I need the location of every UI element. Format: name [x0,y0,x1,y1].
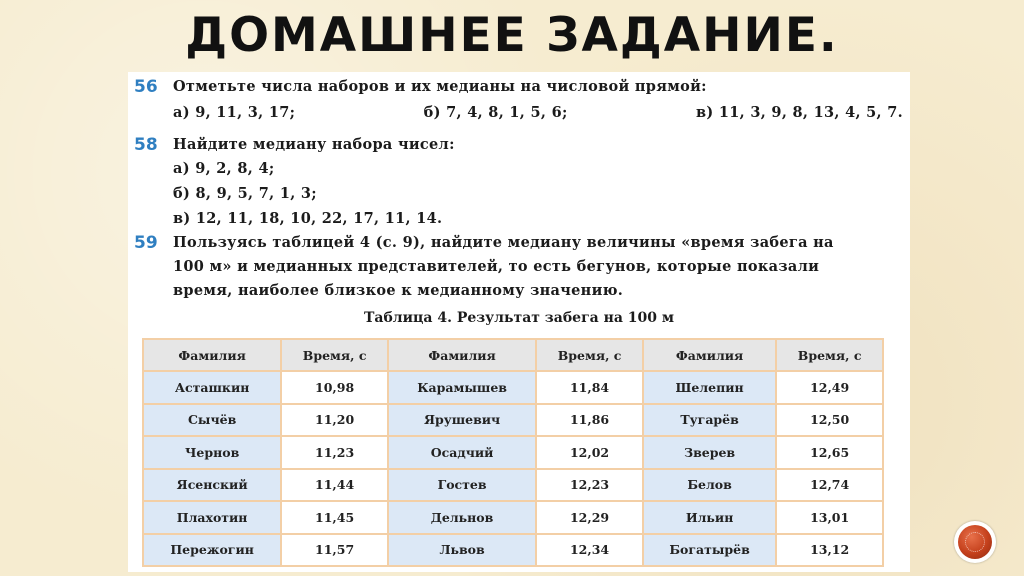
table-row [144,405,882,436]
runner-time: 12,50 [777,405,882,436]
table-row [144,470,882,501]
runner-name: Зверев [644,437,775,468]
column-header: Фамилия [389,340,535,370]
runner-time: 11,84 [537,372,642,403]
runner-name: Карамышев [389,372,535,403]
runner-time: 10,98 [282,372,387,403]
column-header: Время, с [777,340,882,370]
task-part: в) 11, 3, 9, 8, 13, 4, 5, 7. [695,104,903,121]
play-button-face [958,525,992,559]
column-header: Время, с [537,340,642,370]
runner-name: Асташкин [144,372,280,403]
task-part: а) 9, 2, 8, 4; [173,160,275,177]
table-row [144,535,882,566]
runner-name: Ильин [644,502,775,533]
results-table [142,338,884,567]
runner-name: Пережогин [144,535,280,566]
task-number: 58 [134,135,158,155]
task-text: Отметьте числа наборов и их медианы на числовой прямой: [173,78,707,95]
runner-time: 13,12 [777,535,882,566]
task-text: время, наиболее близкое к медианному значению. [173,282,624,299]
runner-name: Богатырёв [644,535,775,566]
runner-time: 12,02 [537,437,642,468]
task-part: б) 7, 4, 8, 1, 5, 6; [423,104,568,121]
runner-name: Шелепин [644,372,775,403]
runner-time: 12,65 [777,437,882,468]
runner-time: 11,44 [282,470,387,501]
table-row [144,372,882,403]
runner-name: Ярушевич [389,405,535,436]
runner-name: Львов [389,535,535,566]
table-header-row [144,340,882,370]
task-number: 56 [134,77,158,97]
task-text: Пользуясь таблицей 4 (с. 9), найдите медиану величины «время забега на [173,234,834,251]
column-header: Фамилия [144,340,280,370]
runner-time: 11,20 [282,405,387,436]
runner-name: Чернов [144,437,280,468]
runner-name: Белов [644,470,775,501]
task-part: в) 12, 11, 18, 10, 22, 17, 11, 14. [173,210,443,227]
runner-name: Сычёв [144,405,280,436]
runner-name: Дельнов [389,502,535,533]
task-number: 59 [134,233,158,253]
task-part: б) 8, 9, 5, 7, 1, 3; [173,185,317,202]
runner-time: 11,45 [282,502,387,533]
table-caption: Таблица 4. Результат забега на 100 м [363,310,675,326]
runner-time: 12,74 [777,470,882,501]
task-text: 100 м» и медианных представителей, то есть бегунов, которые показали [173,258,820,275]
textbook-page [128,72,910,572]
runner-time: 12,49 [777,372,882,403]
task-text: Найдите медиану набора чисел: [173,136,455,153]
runner-name: Ясенский [144,470,280,501]
slide-title: ДОМАШНЕЕ ЗАДАНИЕ. [185,8,839,63]
runner-name: Плахотин [144,502,280,533]
runner-time: 12,34 [537,535,642,566]
runner-time: 11,23 [282,437,387,468]
runner-time: 11,57 [282,535,387,566]
runner-time: 13,01 [777,502,882,533]
red-round-play-icon[interactable] [954,521,996,563]
runner-time: 11,86 [537,405,642,436]
table-row [144,437,882,468]
runner-name: Осадчий [389,437,535,468]
column-header: Фамилия [644,340,775,370]
table-row [144,502,882,533]
column-header: Время, с [282,340,387,370]
task-parts [173,104,903,121]
runner-time: 12,29 [537,502,642,533]
runner-name: Тугарёв [644,405,775,436]
runner-time: 12,23 [537,470,642,501]
runner-name: Гостев [389,470,535,501]
task-part: а) 9, 11, 3, 17; [173,104,296,121]
